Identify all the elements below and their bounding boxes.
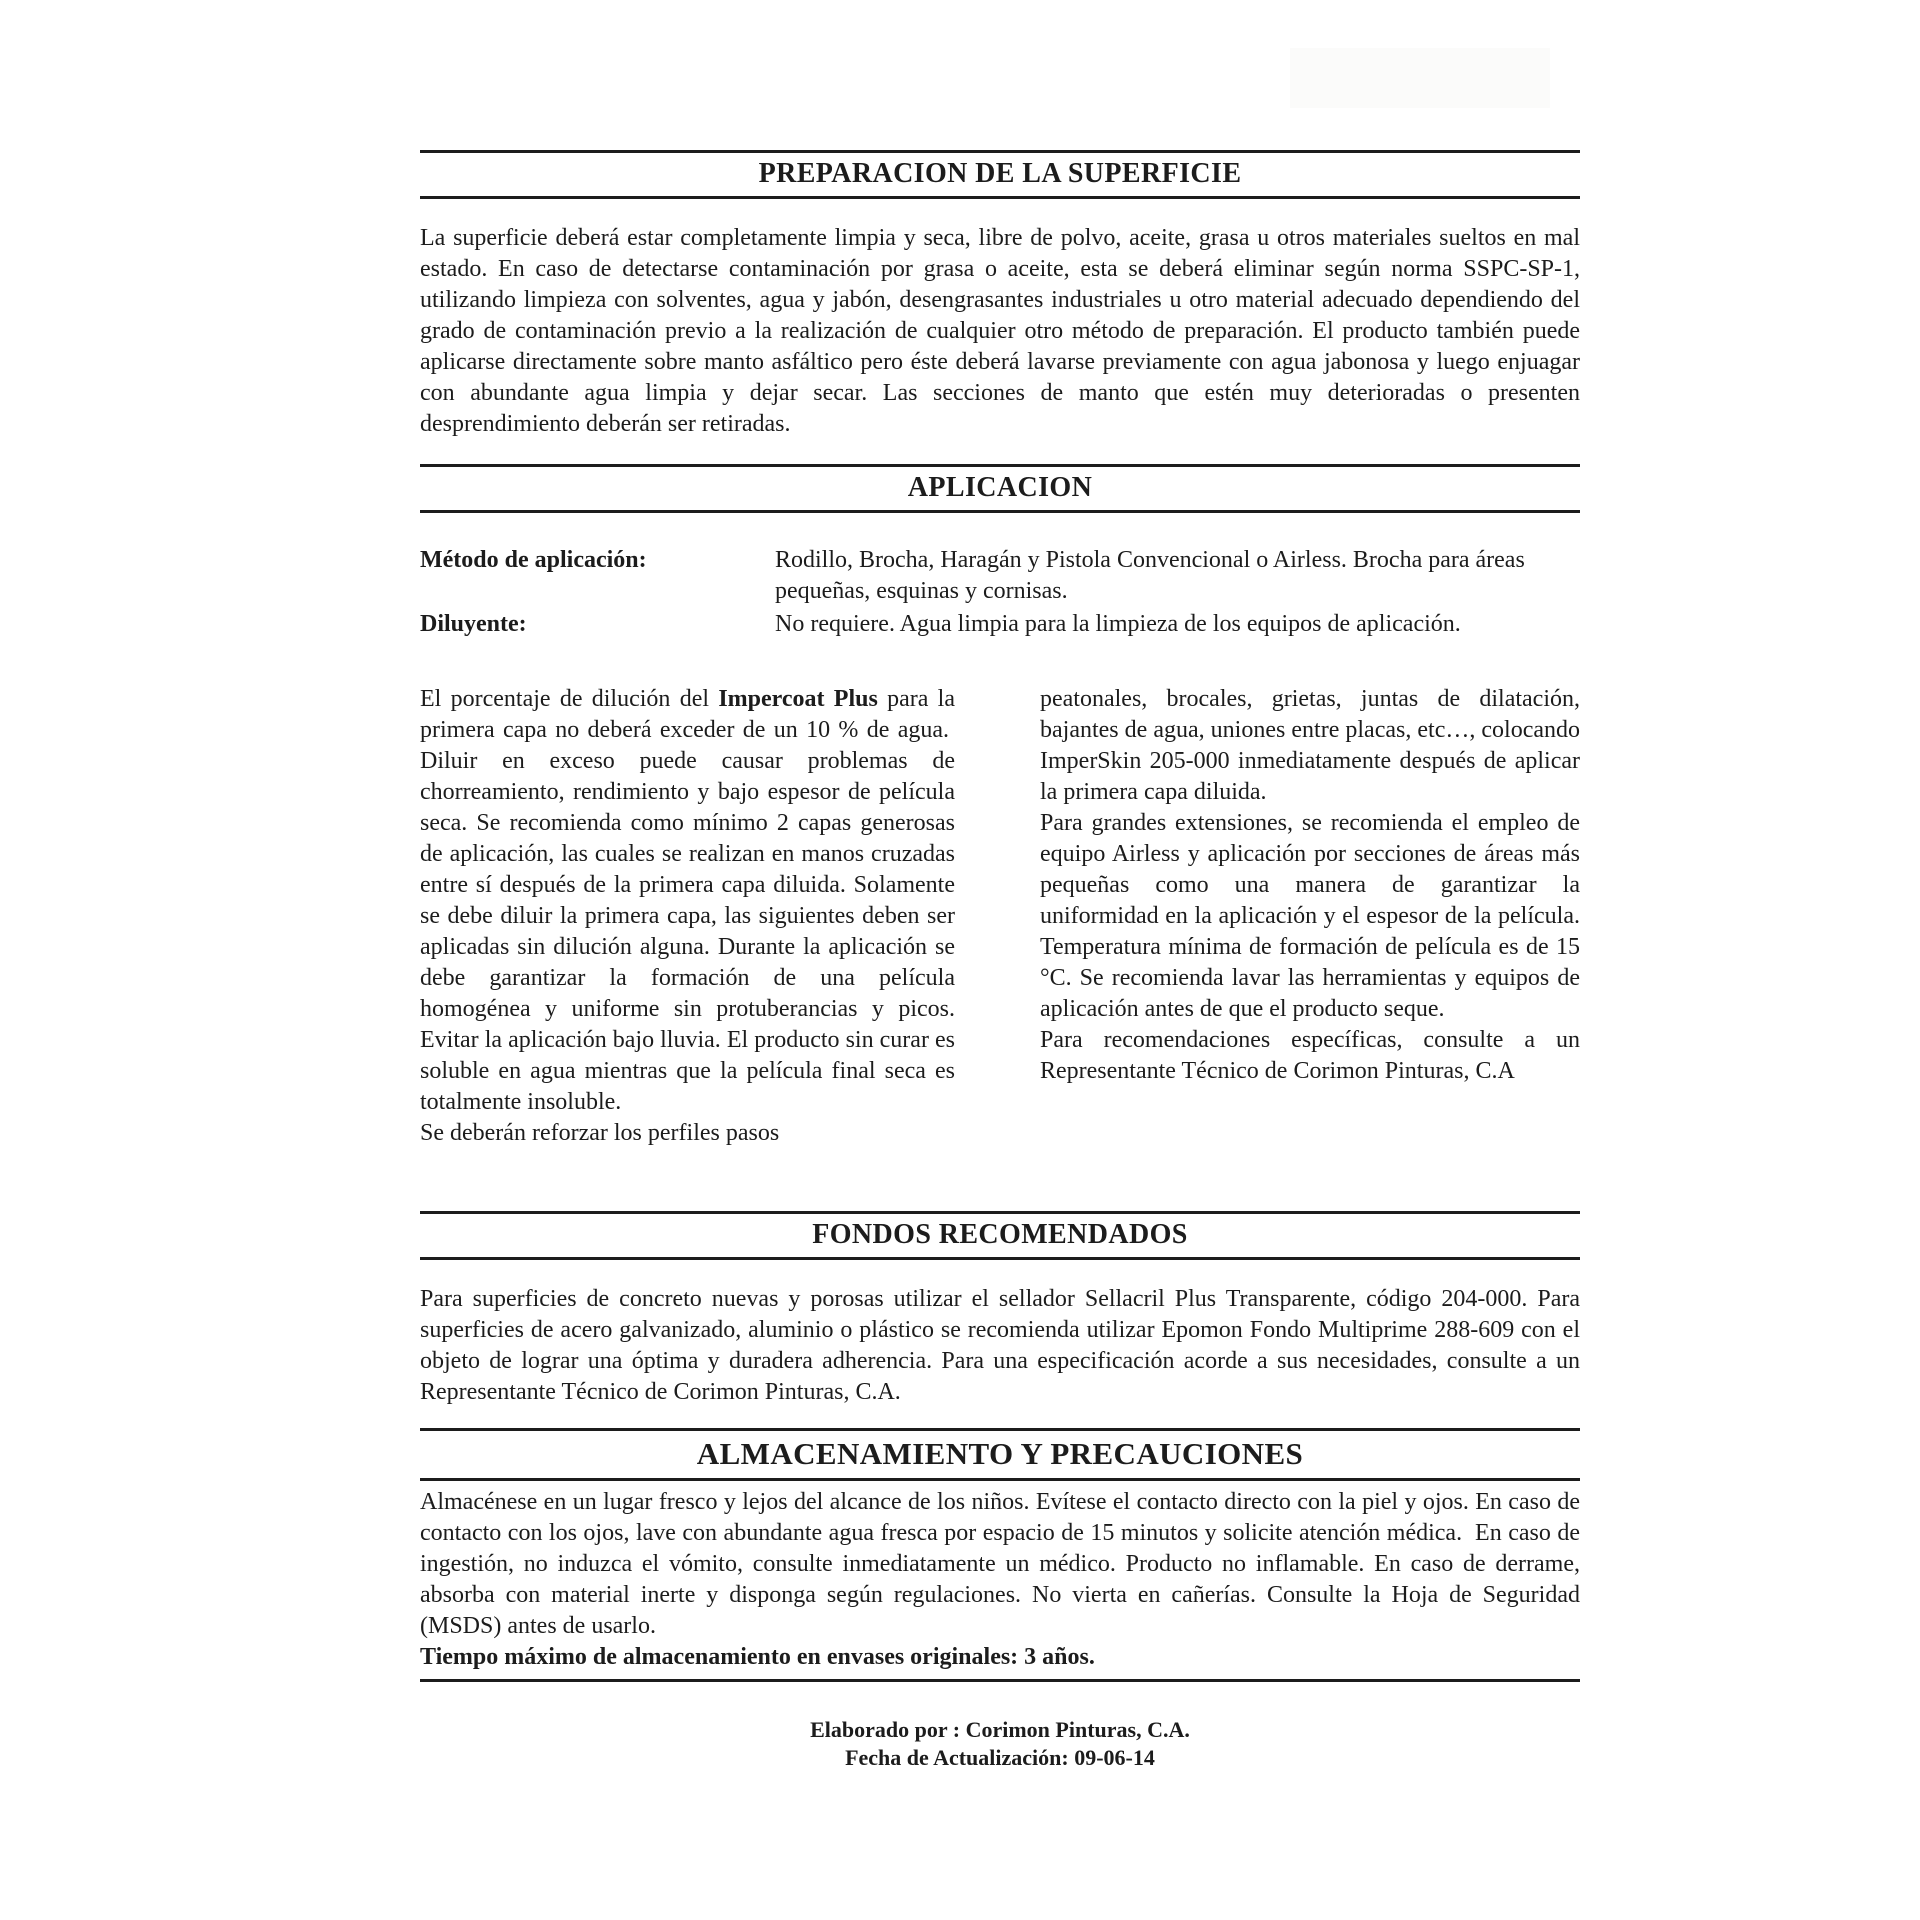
storage-note: Tiempo máximo de almacenamiento en envases originales: 3 años. — [420, 1644, 1095, 1670]
section-header-fondos — [420, 1211, 1580, 1260]
field-value-diluyente: No requiere. Agua limpia para la limpieza de los equipos de aplicación. — [775, 611, 1461, 637]
section-title-aplicacion: APLICACION — [907, 472, 1093, 503]
two-column-layout — [420, 684, 1580, 1149]
section-fondos — [420, 1211, 1580, 1408]
scan-artifact — [1290, 48, 1550, 108]
application-fields-table — [420, 545, 1580, 640]
left-column-paragraph-1 — [420, 684, 955, 1118]
section-almacenamiento — [420, 1428, 1580, 1682]
left-column-paragraph-2: Se deberán reforzar los perfiles pasos — [420, 1120, 780, 1146]
section-header-almacenamiento — [420, 1428, 1580, 1481]
right-column — [1040, 684, 1580, 1149]
section-title-almacenamiento: ALMACENAMIENTO Y PRECAUCIONES — [696, 1436, 1304, 1471]
right-column-paragraph-1: peatonales, brocales, grietas, juntas de dilatación, bajantes de agua, uniones entre placas, etc…, colocando ImperSkin 205-000 inmediatamente después de aplicar la primera capa diluida. — [1040, 686, 1580, 805]
section-preparacion — [420, 150, 1580, 440]
header-bottom-rule — [420, 196, 1580, 199]
header-bottom-rule — [420, 510, 1580, 513]
section-header-aplicacion — [420, 464, 1580, 513]
product-name-impercoat-plus: Impercoat Plus — [718, 686, 878, 712]
closing-rule — [420, 1679, 1580, 1682]
dilution-text-pre: El porcentaje de dilución del — [420, 686, 719, 712]
section-aplicacion — [420, 464, 1580, 1149]
section-title-preparacion: PREPARACION DE LA SUPERFICIE — [758, 158, 1242, 189]
footer-prepared-by: Elaborado por : Corimon Pinturas, C.A. — [810, 1717, 1190, 1742]
document-footer — [420, 1716, 1580, 1772]
document-content — [420, 150, 1580, 1772]
section-title-fondos: FONDOS RECOMENDADOS — [812, 1219, 1188, 1250]
almacenamiento-body: Almacénese en un lugar fresco y lejos del alcance de los niños. Evítese el contacto directo con la piel y ojos. En caso de contacto con los ojos, lave con abundante agua fresca por espacio de 15 minutos y solicite atención médica. En caso de ingestión, no induzca el vómito, consulte inmediatamente un médico. Producto no inflamable. En caso de derrame, absorba con material inerte y disponga según regulaciones. No vierta en cañerías. Consulte la Hoja de Seguridad (MSDS) antes de usarlo. — [420, 1489, 1580, 1639]
right-column-paragraph-2: Para grandes extensiones, se recomienda el empleo de equipo Airless y aplicación por secciones de áreas más pequeñas como una manera de garantizar la uniformidad en la aplicación y el espesor de la película. Temperatura mínima de formación de película es de 15 °C. Se recomienda lavar las herramientas y equipos de aplicación antes de que el producto seque. — [1040, 810, 1580, 1022]
field-label-diluyente: Diluyente: — [420, 611, 527, 637]
fondos-body: Para superficies de concreto nuevas y porosas utilizar el sellador Sellacril Plus Transparente, código 204-000. Para superficies de acero galvanizado, aluminio o plástico se recomienda utilizar Epomon Fondo Multiprime 288-609 con el objeto de lograr una óptima y duradera adherencia. Para una especificación acorde a sus necesidades, consulte a un Representante Técnico de Corimon Pinturas, C.A. — [420, 1286, 1580, 1405]
section-header-preparacion — [420, 150, 1580, 199]
footer-update-date: Fecha de Actualización: 09-06-14 — [845, 1745, 1155, 1770]
right-column-paragraph-3: Para recomendaciones específicas, consulte a un Representante Técnico de Corimon Pinturas, C.A — [1040, 1027, 1580, 1084]
header-bottom-rule — [420, 1478, 1580, 1481]
left-column — [420, 684, 955, 1149]
dilution-text-post: para la primera capa no deberá exceder de un 10 % de agua. Diluir en exceso puede causar problemas de chorreamiento, rendimiento y bajo espesor de película seca. Se recomienda como mínimo 2 capas generosas de aplicación, las cuales se realizan en manos cruzadas entre sí después de la primera capa diluida. Solamente se debe diluir la primera capa, las siguientes deben ser aplicadas sin dilución alguna. Durante la aplicación se debe garantizar la formación de una película homogénea y uniforme sin protuberancias y picos. Evitar la aplicación bajo lluvia. El producto sin curar es soluble en agua mientras que la película final seca es totalmente insoluble. — [420, 686, 955, 1115]
field-value-metodo: Rodillo, Brocha, Haragán y Pistola Convencional o Airless. Brocha para áreas pequeñas, esquinas y cornisas. — [775, 547, 1525, 604]
preparacion-body: La superficie deberá estar completamente limpia y seca, libre de polvo, aceite, grasa u otros materiales sueltos en mal estado. En caso de detectarse contaminación por grasa o aceite, esta se deberá eliminar según norma SSPC-SP-1, utilizando limpieza con solventes, agua y jabón, desengrasantes industriales u otro material adecuado dependiendo del grado de contaminación previo a la realización de cualquier otro método de preparación. El producto también puede aplicarse directamente sobre manto asfáltico pero éste deberá lavarse previamente con agua jabonosa y luego enjuagar con abundante agua limpia y dejar secar. Las secciones de manto que estén muy deterioradas o presenten desprendimiento deberán ser retiradas. — [420, 225, 1580, 437]
header-bottom-rule — [420, 1257, 1580, 1260]
field-label-metodo: Método de aplicación: — [420, 547, 647, 573]
